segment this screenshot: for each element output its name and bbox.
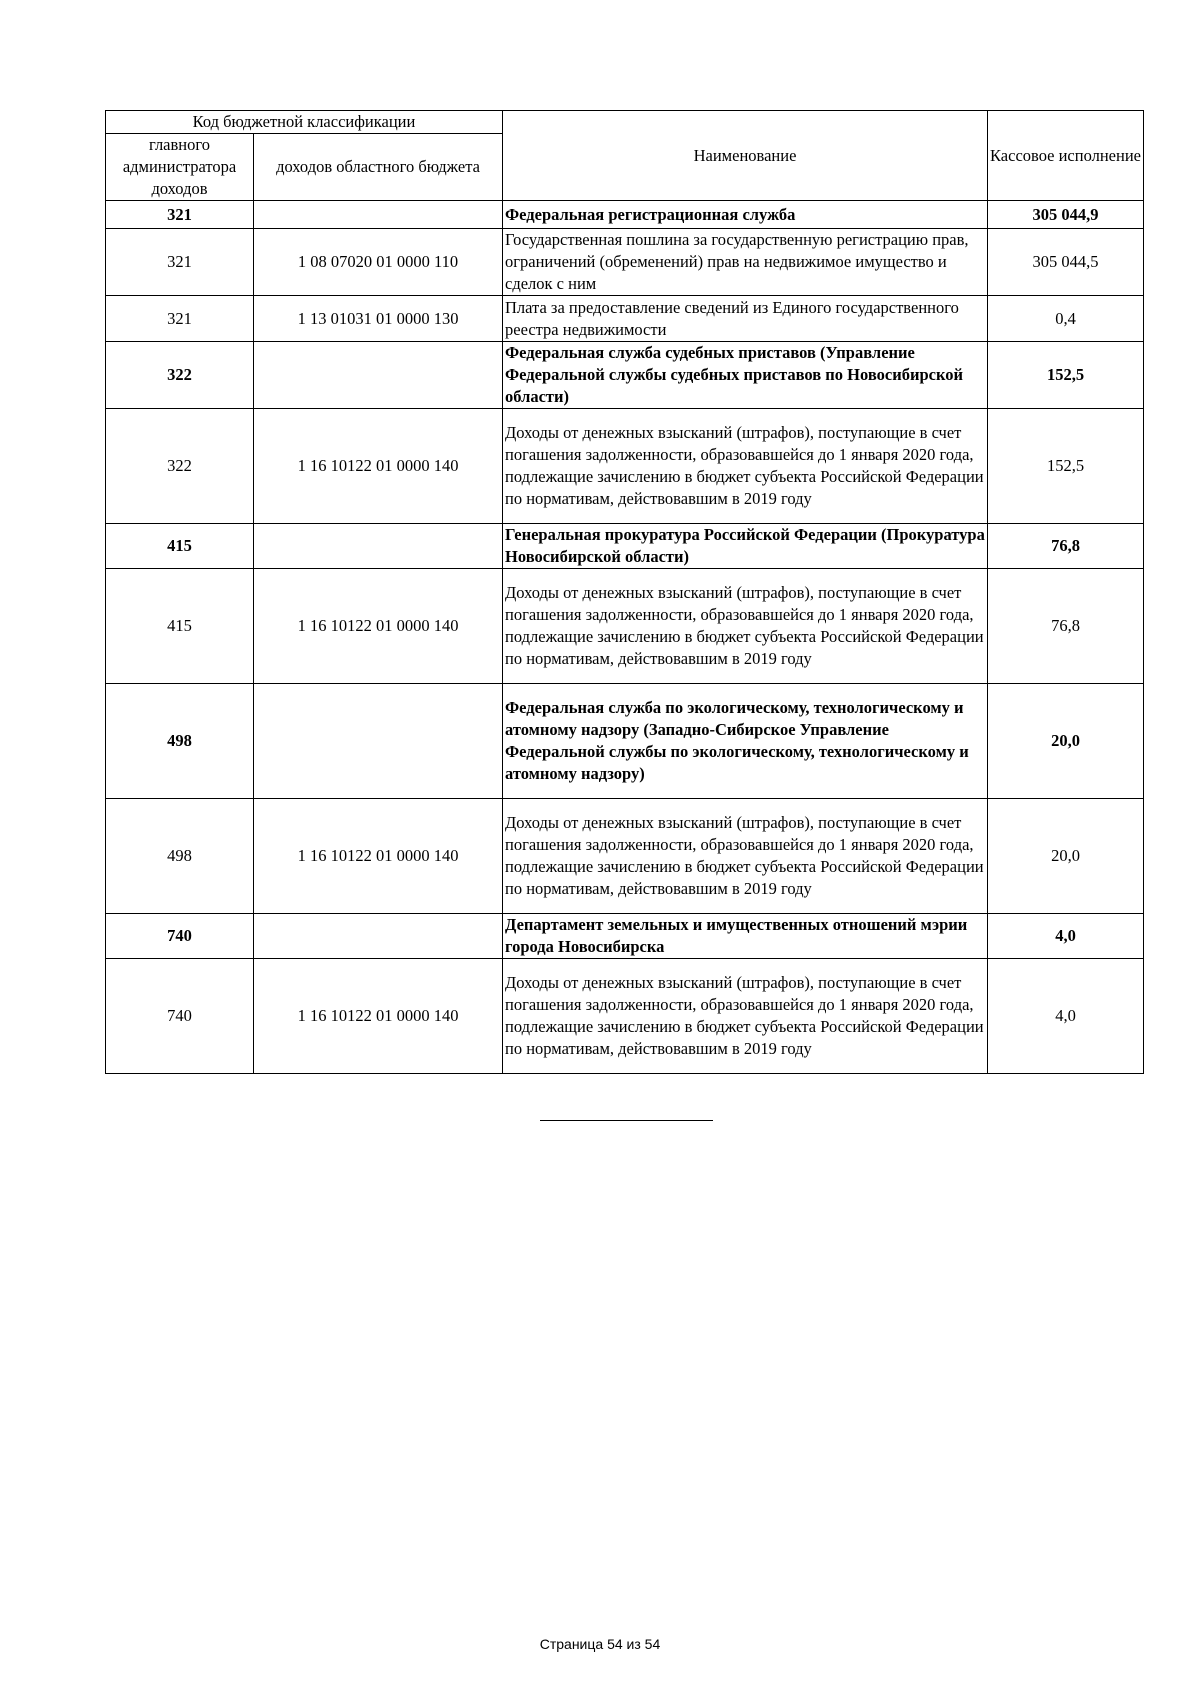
table-row (106, 409, 1144, 524)
header-admin: главного администратора доходов (106, 134, 254, 201)
cell-name: Федеральная служба по экологическому, технологическому и атомному надзору (Западно-Сибирское Управление Федеральной службы по экологическому, технологическому и атомному надзору) (503, 684, 988, 799)
footnote-divider (540, 1120, 713, 1121)
cell-execution-value: 4,0 (988, 959, 1144, 1074)
cell-income-code: 1 13 01031 01 0000 130 (254, 296, 503, 342)
cell-admin-code: 498 (106, 684, 254, 799)
cell-name: Федеральная регистрационная служба (503, 201, 988, 229)
cell-execution-value: 20,0 (988, 684, 1144, 799)
cell-execution-value: 4,0 (988, 914, 1144, 959)
cell-execution-value: 20,0 (988, 799, 1144, 914)
cell-admin-code: 498 (106, 799, 254, 914)
cell-income-code: 1 16 10122 01 0000 140 (254, 409, 503, 524)
cell-income-code: 1 16 10122 01 0000 140 (254, 959, 503, 1074)
table-row-group (106, 914, 1144, 959)
table-row-group (106, 524, 1144, 569)
budget-table (105, 110, 1144, 1074)
cell-name: Государственная пошлина за государственную регистрацию прав, ограничений (обременений) прав на недвижимое имущество и сделок с ним (503, 229, 988, 296)
cell-name: Доходы от денежных взысканий (штрафов), поступающие в счет погашения задолженности, образовавшейся до 1 января 2020 года, подлежащие зачислению в бюджет субъекта Российской Федерации по нормативам, действовавшим в 2019 году (503, 959, 988, 1074)
header-name: Наименование (503, 111, 988, 201)
table-row (106, 569, 1144, 684)
cell-income-code (254, 684, 503, 799)
cell-income-code: 1 16 10122 01 0000 140 (254, 569, 503, 684)
cell-admin-code: 322 (106, 409, 254, 524)
cell-name: Генеральная прокуратура Российской Федерации (Прокуратура Новосибирской области) (503, 524, 988, 569)
table-row (106, 296, 1144, 342)
cell-name: Доходы от денежных взысканий (штрафов), поступающие в счет погашения задолженности, образовавшейся до 1 января 2020 года, подлежащие зачислению в бюджет субъекта Российской Федерации по нормативам, действовавшим в 2019 году (503, 569, 988, 684)
table-row-group (106, 684, 1144, 799)
cell-execution-value: 152,5 (988, 409, 1144, 524)
cell-income-code (254, 524, 503, 569)
table-row-group (106, 342, 1144, 409)
header-income: доходов областного бюджета (254, 134, 503, 201)
header-execution: Кассовое исполнение (988, 111, 1144, 201)
cell-execution-value: 152,5 (988, 342, 1144, 409)
cell-income-code (254, 201, 503, 229)
cell-name: Плата за предоставление сведений из Единого государственного реестра недвижимости (503, 296, 988, 342)
cell-execution-value: 76,8 (988, 569, 1144, 684)
cell-name: Доходы от денежных взысканий (штрафов), поступающие в счет погашения задолженности, образовавшейся до 1 января 2020 года, подлежащие зачислению в бюджет субъекта Российской Федерации по нормативам, действовавшим в 2019 году (503, 799, 988, 914)
table-row (106, 799, 1144, 914)
cell-admin-code: 321 (106, 296, 254, 342)
table-row (106, 229, 1144, 296)
cell-name: Доходы от денежных взысканий (штрафов), поступающие в счет погашения задолженности, образовавшейся до 1 января 2020 года, подлежащие зачислению в бюджет субъекта Российской Федерации по нормативам, действовавшим в 2019 году (503, 409, 988, 524)
cell-execution-value: 0,4 (988, 296, 1144, 342)
cell-income-code: 1 08 07020 01 0000 110 (254, 229, 503, 296)
cell-admin-code: 415 (106, 569, 254, 684)
cell-name: Федеральная служба судебных приставов (Управление Федеральной службы судебных приставов по Новосибирской области) (503, 342, 988, 409)
cell-execution-value: 305 044,5 (988, 229, 1144, 296)
cell-income-code: 1 16 10122 01 0000 140 (254, 799, 503, 914)
cell-execution-value: 305 044,9 (988, 201, 1144, 229)
cell-income-code (254, 914, 503, 959)
cell-admin-code: 415 (106, 524, 254, 569)
page-footer: Страница 54 из 54 (539, 1636, 661, 1652)
header-code-group: Код бюджетной классификации (106, 111, 503, 134)
cell-name: Департамент земельных и имущественных отношений мэрии города Новосибирска (503, 914, 988, 959)
cell-income-code (254, 342, 503, 409)
cell-admin-code: 321 (106, 201, 254, 229)
cell-admin-code: 740 (106, 914, 254, 959)
cell-admin-code: 740 (106, 959, 254, 1074)
table-row (106, 959, 1144, 1074)
table-row-group (106, 201, 1144, 229)
cell-execution-value: 76,8 (988, 524, 1144, 569)
table-body (106, 201, 1144, 1074)
cell-admin-code: 322 (106, 342, 254, 409)
cell-admin-code: 321 (106, 229, 254, 296)
